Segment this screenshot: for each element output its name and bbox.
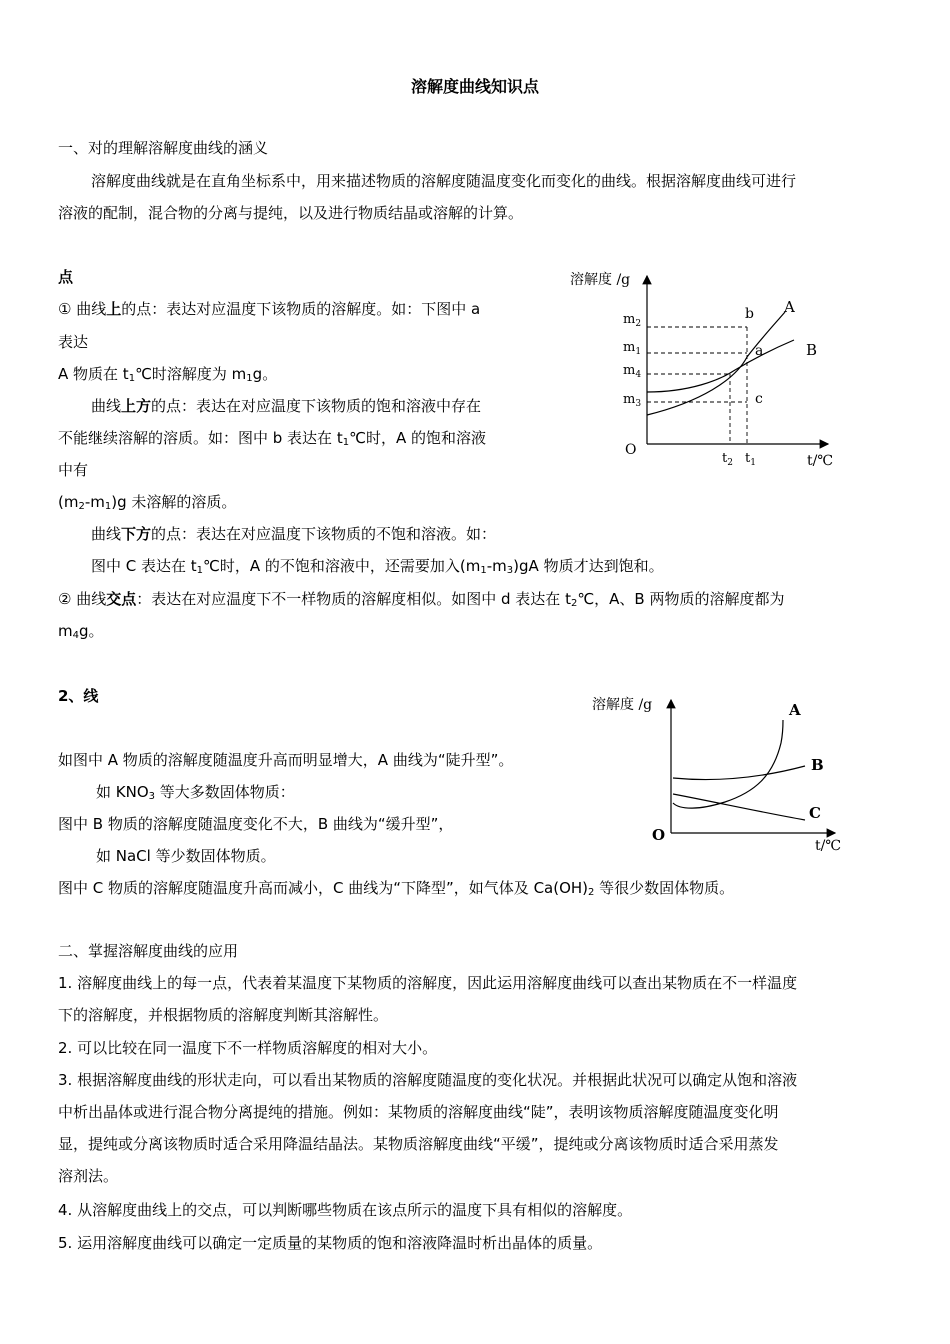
section2-item3-line3: 显，提纯或分离该物质时适合采用降温结晶法。某物质溶解度曲线“平缓”，提纯或分离该物质时适合采用蒸发 <box>58 1135 779 1153</box>
chart1-xtick-t1: $t_1$ <box>745 451 756 468</box>
page-title: 溶解度曲线知识点 <box>410 77 539 96</box>
section2-item1-line2: 下的溶解度，并根据物质的溶解度判断其溶解性。 <box>58 1006 389 1024</box>
section2-item4: 4. 从溶解度曲线上的交点，可以判断哪些物质在该点所示的温度下具有相似的溶解度。 <box>58 1201 633 1219</box>
chart1-ytick-m2: $m_2$ <box>623 312 642 329</box>
line-text3: 图中 B 物质的溶解度随温度变化不大，B 曲线为“缓升型”， <box>58 815 454 833</box>
line-text1: 如图中 A 物质的溶解度随温度升高而明显增大，A 曲线为“陡升型”。 <box>58 751 514 769</box>
chart2-series-C: C <box>809 804 821 822</box>
point-line10: ② 曲线交点：表达在对应温度下不一样物质的溶解度相似。如图中 d 表达在 $t_2℃$，A、B 两物质的溶解度都为 <box>58 590 785 609</box>
solubility-chart-2 <box>585 688 855 858</box>
point-line6: 中有 <box>58 461 89 479</box>
point-heading: 点 <box>58 268 74 286</box>
section1-heading: 一、对的理解溶解度曲线的涵义 <box>58 139 269 157</box>
chart1-series-A: A <box>784 298 795 316</box>
chart2-curve-C <box>673 794 805 820</box>
point-line9: 图中 C 表达在 $t_1℃$时，A 的不饱和溶液中，还需要加入$(m_1-m_3)gA$ 物质才达到饱和。 <box>91 557 664 576</box>
chart1-curve-A <box>647 312 785 415</box>
point-line2: 表达 <box>58 333 89 351</box>
chart1-ytick-m4: $m_4$ <box>623 363 642 380</box>
chart2-origin: O <box>652 826 666 844</box>
section2-item3-line1: 3. 根据溶解度曲线的形状走向，可以看出某物质的溶解度随温度的变化状况。并根据此状况可以确定从饱和溶液 <box>58 1071 798 1089</box>
point-line7: $(m_2-m_1)g$ 未溶解的溶质。 <box>58 493 237 512</box>
point-line5: 不能继续溶解的溶质。如：图中 b 表达在 $t_1℃$时，A 的饱和溶液 <box>58 429 486 448</box>
chart2-series-A: A <box>789 701 801 719</box>
chart1-point-a: a <box>755 343 764 359</box>
chart1-point-b: b <box>745 306 754 322</box>
point-line1: ① 曲线上的点：表达对应温度下该物质的溶解度。如：下图中 a <box>58 300 481 318</box>
section2-item5: 5. 运用溶解度曲线可以确定一定质量的某物质的饱和溶液降温时析出晶体的质量。 <box>58 1234 603 1252</box>
point-line8: 曲线下方的点：表达在对应温度下该物质的不饱和溶液。如： <box>91 525 497 543</box>
point-line4: 曲线上方的点：表达在对应温度下该物质的饱和溶液中存在 <box>91 397 482 415</box>
chart1-xlabel: t/℃ <box>807 453 834 469</box>
solubility-chart-1 <box>560 262 850 477</box>
chart2-series-B: B <box>811 756 824 774</box>
section2-heading: 二、掌握溶解度曲线的应用 <box>58 942 239 960</box>
line-heading: 2、线 <box>58 687 99 705</box>
line-text5: 图中 C 物质的溶解度随温度升高而减小，C 曲线为“下降型”，如气体及 $Ca(OH)_2$ 等很少数固体物质。 <box>58 879 735 898</box>
section2-item2: 2. 可以比较在同一温度下不一样物质溶解度的相对大小。 <box>58 1039 438 1057</box>
chart2-ylabel: 溶解度 /g <box>592 697 653 713</box>
section2-item1-line1: 1. 溶解度曲线上的每一点，代表着某温度下某物质的溶解度，因此运用溶解度曲线可以查出某物质在不一样温度 <box>58 974 798 992</box>
line-text4: 如 NaCl 等少数固体物质。 <box>96 847 276 865</box>
chart1-ylabel: 溶解度 /g <box>570 272 631 288</box>
section1-para-line1: 溶解度曲线就是在直角坐标系中，用来描述物质的溶解度随温度变化而变化的曲线。根据溶解度曲线可进行 <box>91 172 797 190</box>
chart1-origin: O <box>625 442 637 458</box>
chart1-xtick-t2: $t_2$ <box>722 451 733 468</box>
chart2-curve-B <box>673 766 805 780</box>
chart2-xlabel: t/℃ <box>815 838 842 854</box>
line-text2: 如 $KNO_3$ 等大多数固体物质： <box>96 783 295 802</box>
section1-para-line2: 溶液的配制，混合物的分离与提纯，以及进行物质结晶或溶解的计算。 <box>58 204 524 222</box>
chart2-curve-A <box>673 720 783 808</box>
section2-item3-line4: 溶剂法。 <box>58 1167 119 1185</box>
chart1-ytick-m1: $m_1$ <box>623 340 642 357</box>
point-line11: $m_4g$。 <box>58 622 104 641</box>
chart1-series-B: B <box>806 341 818 359</box>
chart1-point-c: c <box>755 391 763 407</box>
section2-item3-line2: 中析出晶体或进行混合物分离提纯的措施。例如：某物质的溶解度曲线“陡”，表明该物质溶解度随温度变化明 <box>58 1103 779 1121</box>
point-line3: A 物质在 $t_1℃$时溶解度为 $m_1g$。 <box>58 365 278 384</box>
chart1-ytick-m3: $m_3$ <box>623 392 642 409</box>
